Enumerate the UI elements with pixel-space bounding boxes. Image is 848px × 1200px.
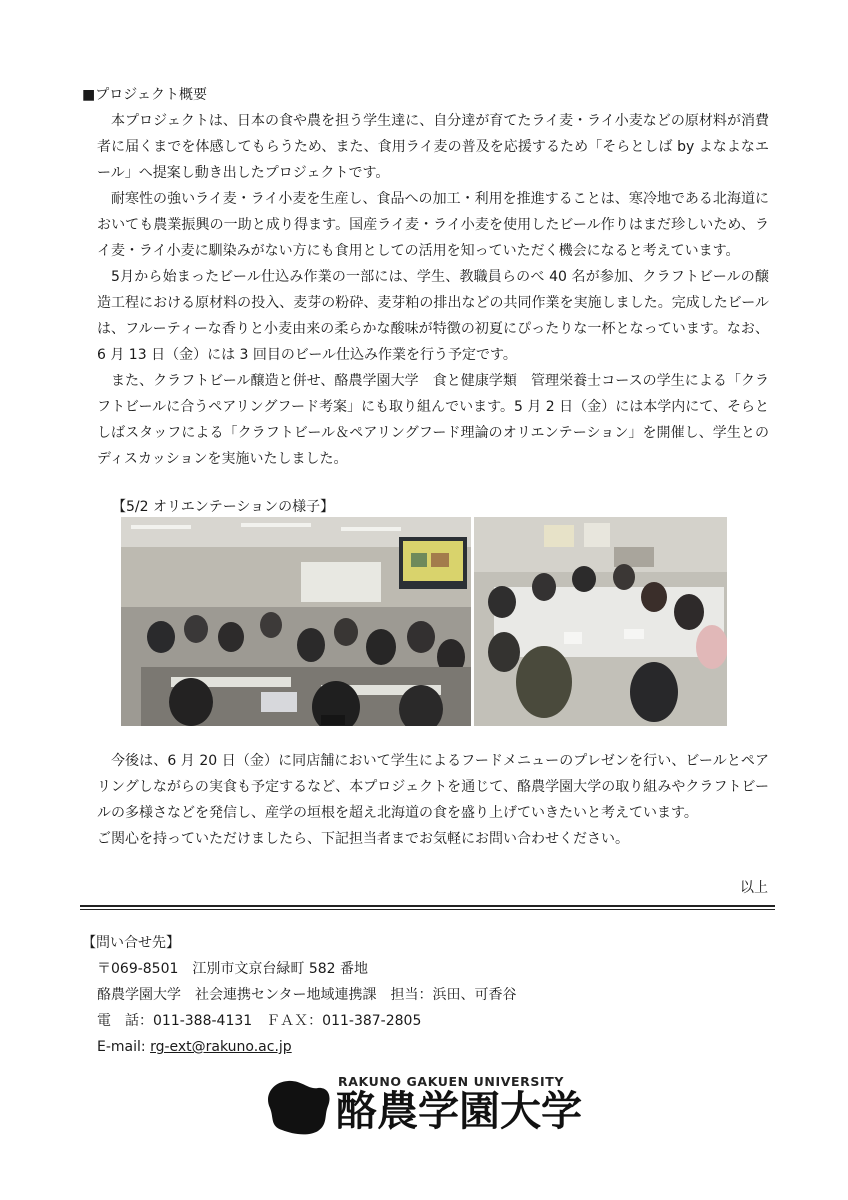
- paragraph-intro: 本プロジェクトは、日本の食や農を担う学生達に、自分達が育てたライ麦・ライ小麦などの原材料が消費者に届くまでを体感してもらうため、また、食用ライ麦の普及を応援するため「そらとしば by よなよなエール」へ提案し動き出したプロジェクトです。: [97, 113, 769, 181]
- contact-department: 酪農学園大学 社会連携センター地域連携課 担当：浜田、可香谷: [97, 987, 517, 1003]
- project-overview-body: [97, 108, 769, 472]
- photo-caption: 【5/2 オリエンテーションの様子】: [112, 499, 335, 515]
- divider-thin: [80, 909, 775, 910]
- contact-phone-fax: 電 話：011-388-4131 ＦＡＸ：011-387-2805: [97, 1013, 422, 1029]
- section-heading: ■プロジェクト概要: [82, 87, 207, 103]
- contact-heading: 【問い合せ先】: [82, 935, 180, 951]
- divider-thick: [80, 905, 775, 907]
- contact-address: 〒069-8501 江別市文京台緑町 582 番地: [97, 961, 369, 977]
- orientation-photos: [121, 517, 727, 726]
- paragraph-brewing: 5月から始まったビール仕込み作業の一部には、学生、教職員らのべ 40 名が参加、クラフトビールの醸造工程における原材料の投入、麦芽の粉砕、麦芽粕の排出などの共同作業を実施しました。完成したビールは、フルーティーな香りと小麦由来の柔らかな酸味が特徴の初夏にぴったりな一杯となっています。なお、6 月 13 日（金）には 3 回目のビール仕込み作業を行う予定です。: [97, 269, 769, 363]
- paragraph-pairing: また、クラフトビール醸造と併せ、酪農学園大学 食と健康学類 管理栄養士コースの学生による「クラフトビールに合うペアリングフード考案」にも取り組んでいます。5 月 2 日（金）には本学内にて、そらとしばスタッフによる「クラフトビール＆ペアリングフード理論のオリエンテーション」を開催し、学生とのディスカッションを実施いたしました。: [97, 373, 769, 467]
- contact-email-line: [82, 1034, 516, 1060]
- contact-block: [82, 930, 516, 1060]
- university-logo: [262, 1074, 592, 1136]
- paragraph-future: 今後は、6 月 20 日（金）に同店舗において学生によるフードメニューのプレゼンを行い、ビールとペアリングしながらの実食も予定するなど、本プロジェクトを通じて、酪農学園大学の取り組みやクラフトビールの多様さなどを発信し、産学の垣根を超え北海道の食を盛り上げていきたいと考えています。: [97, 753, 769, 821]
- future-plans-body: [97, 748, 769, 852]
- closing-word: 以上: [740, 880, 768, 896]
- university-name-en: RAKUNO GAKUEN UNIVERSITY: [338, 1074, 564, 1089]
- orientation-photo-discussion: [474, 517, 727, 726]
- paragraph-cold-climate: 耐寒性の強いライ麦・ライ小麦を生産し、食品への加工・利用を推進することは、寒冷地である北海道においても農業振興の一助と成り得ます。国産ライ麦・ライ小麦を使用したビール作りはまだ珍しいため、ライ麦・ライ小麦に馴染みがない方にも食用としての活用を知っていただく機会になると考えています。: [97, 191, 769, 259]
- contact-email-label: E-mail:: [97, 1039, 151, 1055]
- university-name-ja: 酪農学園大学: [336, 1087, 582, 1135]
- university-logo-mark-icon: [262, 1078, 332, 1136]
- contact-email-link[interactable]: rg-ext@rakuno.ac.jp: [150, 1039, 292, 1055]
- paragraph-closing-note: ご関心を持っていただけましたら、下記担当者までお気軽にお問い合わせください。: [97, 831, 629, 847]
- orientation-photo-lecture: [121, 517, 471, 726]
